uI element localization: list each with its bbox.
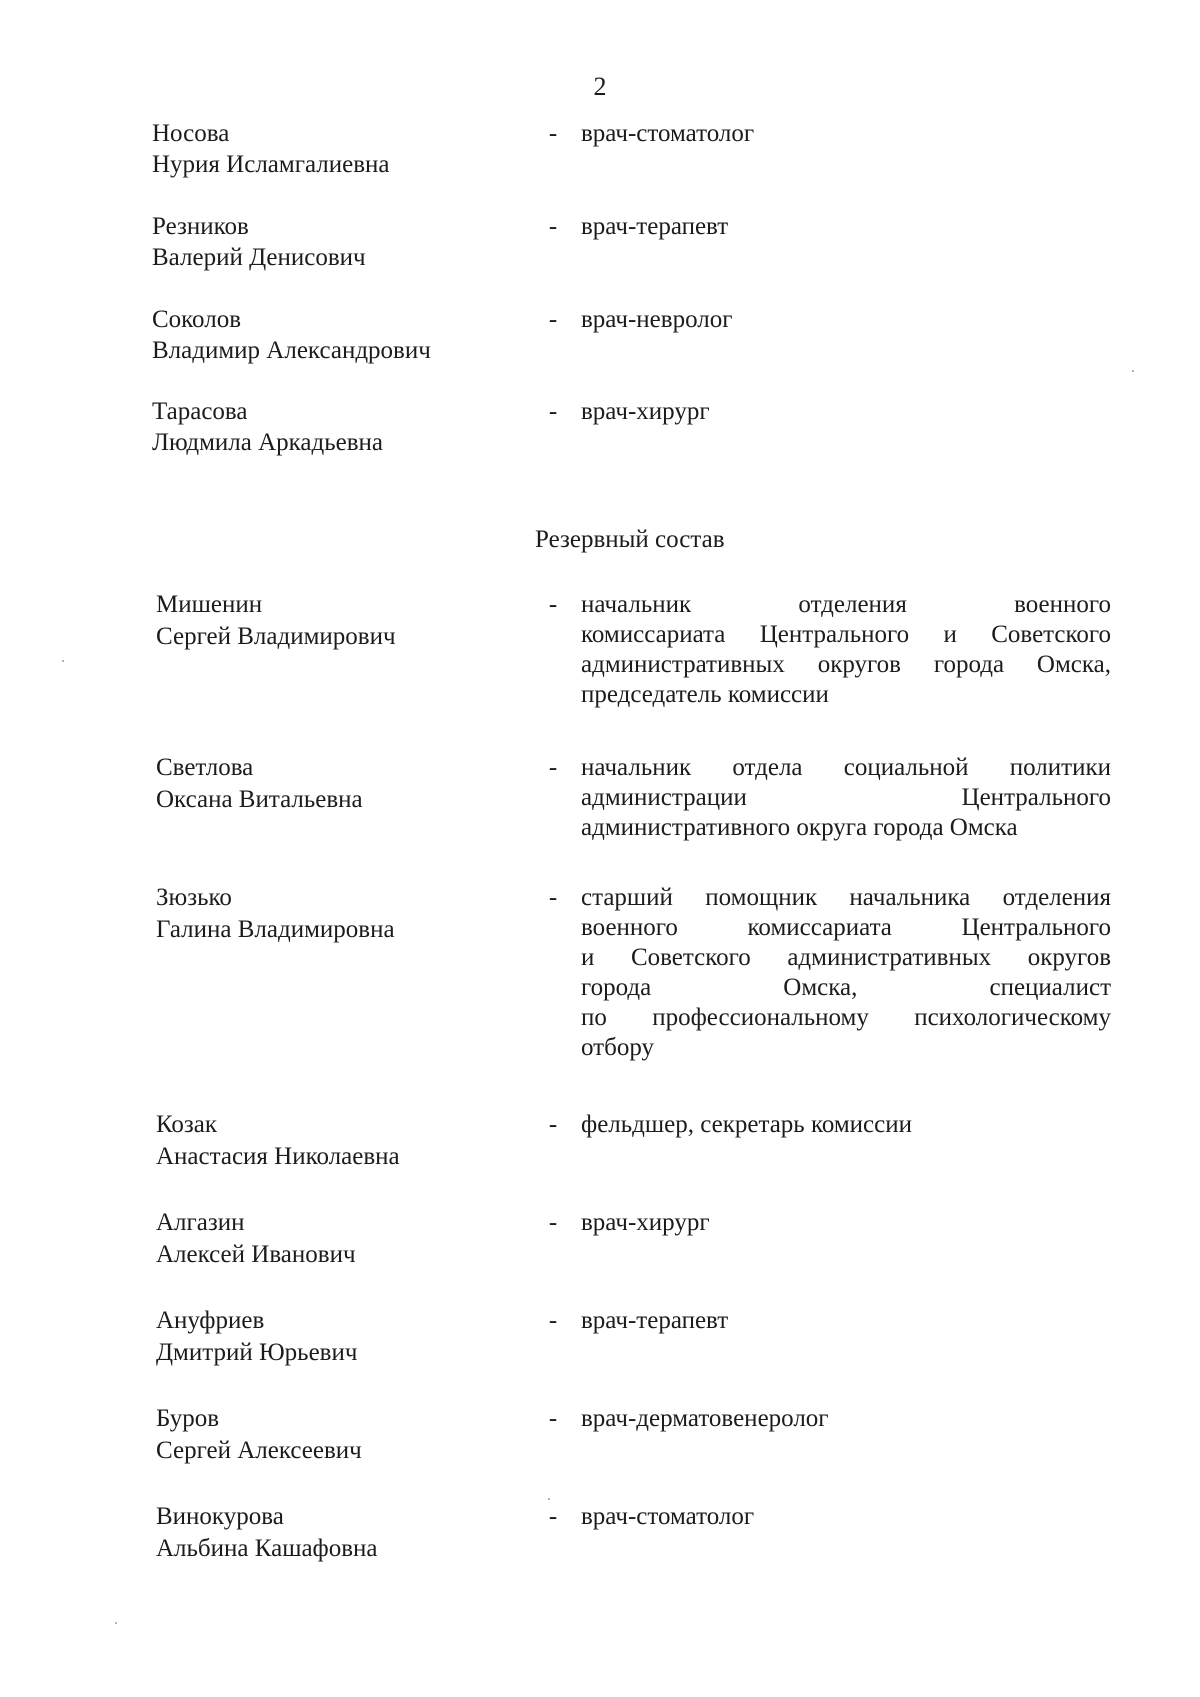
entry-dash: - <box>548 884 558 911</box>
member-role <box>581 753 1111 843</box>
entry-dash: - <box>548 398 558 425</box>
member-surname: Светлова <box>156 754 254 781</box>
role-line: старший помощник начальника отделения <box>581 884 1111 911</box>
role-line: председатель комиссии <box>581 681 829 708</box>
entry-dash: - <box>548 754 558 781</box>
role-line: начальник отдела социальной политики <box>581 754 1111 781</box>
member-given-names: Сергей Владимирович <box>156 623 396 650</box>
member-role: врач-терапевт <box>581 213 729 240</box>
member-role <box>581 1306 1111 1336</box>
member-surname: Тарасова <box>152 398 248 425</box>
entry-dash: - <box>548 591 558 618</box>
member-role <box>581 1208 1111 1238</box>
member-surname: Носова <box>152 120 230 147</box>
member-given-names: Дмитрий Юрьевич <box>156 1339 358 1366</box>
entry-dash: - <box>548 1111 558 1138</box>
member-role: врач-стоматолог <box>581 120 755 147</box>
role-line: фельдшер, секретарь комиссии <box>581 1111 913 1138</box>
member-surname: Козак <box>156 1111 218 1138</box>
role-line: начальник отделения военного <box>581 591 1111 618</box>
role-line: военного комиссариата Центрального <box>581 914 1111 941</box>
member-role <box>581 1404 1111 1434</box>
member-given-names: Оксана Витальевна <box>156 786 363 813</box>
member-role <box>581 1110 1111 1140</box>
entry-dash: - <box>548 1307 558 1334</box>
role-line: врач-хирург <box>581 1209 710 1236</box>
page-number: 2 <box>593 72 607 101</box>
member-role <box>581 1502 1111 1532</box>
member-given-names: Валерий Денисович <box>152 244 366 271</box>
member-surname: Ануфриев <box>156 1307 265 1334</box>
member-given-names: Нурия Исламгалиевна <box>152 151 390 178</box>
member-surname: Зюзько <box>156 884 232 911</box>
role-line: отбору <box>581 1034 654 1061</box>
entry-dash: - <box>548 213 558 240</box>
member-role: врач-невролог <box>581 306 733 333</box>
entry-dash: - <box>548 1209 558 1236</box>
reserve-section-heading: Резервный состав <box>535 526 725 553</box>
member-role <box>581 883 1111 1063</box>
role-line: администрации Центрального <box>581 784 1111 811</box>
role-line: врач-терапевт <box>581 1307 729 1334</box>
member-surname: Мишенин <box>156 591 263 618</box>
scan-speck <box>548 1498 550 1500</box>
role-line: комиссариата Центрального и Советского <box>581 621 1111 648</box>
role-line: врач-дерматовенеролог <box>581 1405 829 1432</box>
member-given-names: Людмила Аркадьевна <box>152 429 384 456</box>
role-line: административных округов города Омска, <box>581 651 1111 678</box>
scan-speck <box>1132 370 1134 372</box>
member-given-names: Сергей Алексеевич <box>156 1437 362 1464</box>
member-given-names: Анастасия Николаевна <box>156 1143 400 1170</box>
entry-dash: - <box>548 306 558 333</box>
role-line: по профессиональному психологическому <box>581 1004 1111 1031</box>
role-line: и Советского административных округов <box>581 944 1111 971</box>
member-role: врач-хирург <box>581 398 710 425</box>
scan-speck <box>115 1622 117 1624</box>
member-surname: Буров <box>156 1405 220 1432</box>
member-surname: Винокурова <box>156 1503 284 1530</box>
member-surname: Алгазин <box>156 1209 245 1236</box>
member-given-names: Владимир Александрович <box>152 337 431 364</box>
role-line: врач-стоматолог <box>581 1503 755 1530</box>
entry-dash: - <box>548 120 558 147</box>
entry-dash: - <box>548 1503 558 1530</box>
member-role <box>581 590 1111 710</box>
member-surname: Соколов <box>152 306 242 333</box>
role-line: города Омска, специалист <box>581 974 1111 1001</box>
member-given-names: Алексей Иванович <box>156 1241 356 1268</box>
member-given-names: Галина Владимировна <box>156 916 395 943</box>
scan-speck <box>62 660 64 662</box>
member-surname: Резников <box>152 213 249 240</box>
member-given-names: Альбина Кашафовна <box>156 1535 378 1562</box>
entry-dash: - <box>548 1405 558 1432</box>
role-line: административного округа города Омска <box>581 814 1018 841</box>
